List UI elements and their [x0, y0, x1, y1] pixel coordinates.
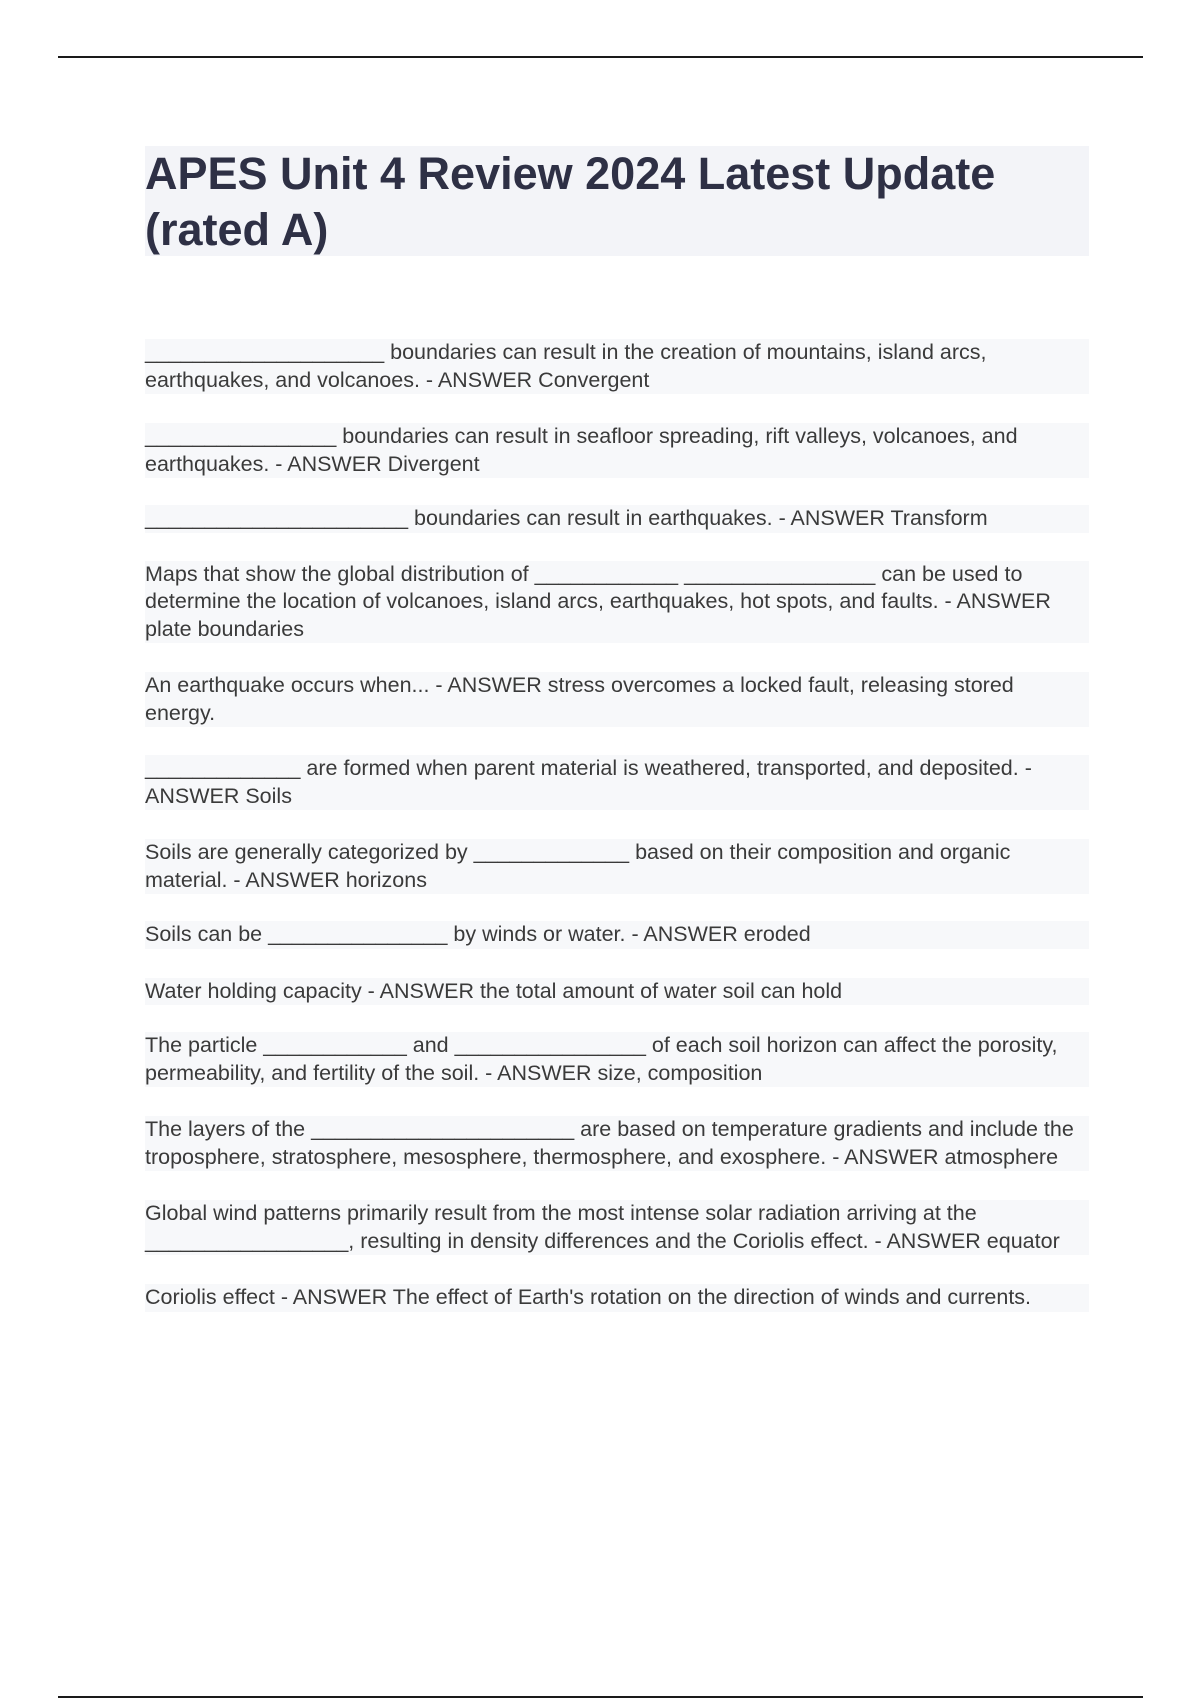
document-title: APES Unit 4 Review 2024 Latest Update (rated A) [145, 148, 996, 255]
qa-item-6: _____________ are formed when parent material is weathered, transported, and deposited. - ANSWER Soils [145, 755, 1089, 810]
top-rule [58, 56, 1143, 58]
qa-item-4: Maps that show the global distribution of ____________ ________________ can be used to determine the location of volcanoes, island arcs, earthquakes, hot spots, and faults. - ANSWER plate boundaries [145, 561, 1089, 644]
qa-item-10: The particle ____________ and ________________ of each soil horizon can affect the porosity, permeability, and fertility of the soil. - ANSWER size, composition [145, 1032, 1089, 1087]
qa-item-8: Soils can be _______________ by winds or water. - ANSWER eroded [145, 921, 1089, 949]
qa-item-2: ________________ boundaries can result in seafloor spreading, rift valleys, volcanoes, and earthquakes. - ANSWER Divergent [145, 423, 1089, 478]
qa-item-5: An earthquake occurs when... - ANSWER stress overcomes a locked fault, releasing stored energy. [145, 672, 1089, 727]
qa-item-1: ____________________ boundaries can result in the creation of mountains, island arcs, earthquakes, and volcanoes. - ANSWER Convergent [145, 339, 1089, 394]
qa-list [145, 339, 1089, 1312]
qa-item-7: Soils are generally categorized by _____________ based on their composition and organic material. - ANSWER horizons [145, 839, 1089, 894]
qa-item-12: Global wind patterns primarily result from the most intense solar radiation arriving at the _________________, resulting in density differences and the Coriolis effect. - ANSWER equator [145, 1200, 1089, 1255]
qa-item-3: ______________________ boundaries can result in earthquakes. - ANSWER Transform [145, 505, 1089, 533]
bottom-rule [58, 1696, 1143, 1698]
title-block [145, 146, 1089, 256]
qa-item-9: Water holding capacity - ANSWER the total amount of water soil can hold [145, 978, 1089, 1006]
qa-item-13: Coriolis effect - ANSWER The effect of Earth's rotation on the direction of winds and currents. [145, 1284, 1089, 1312]
qa-item-11: The layers of the ______________________ are based on temperature gradients and include the troposphere, stratosphere, mesosphere, thermosphere, and exosphere. - ANSWER atmosphere [145, 1116, 1089, 1171]
